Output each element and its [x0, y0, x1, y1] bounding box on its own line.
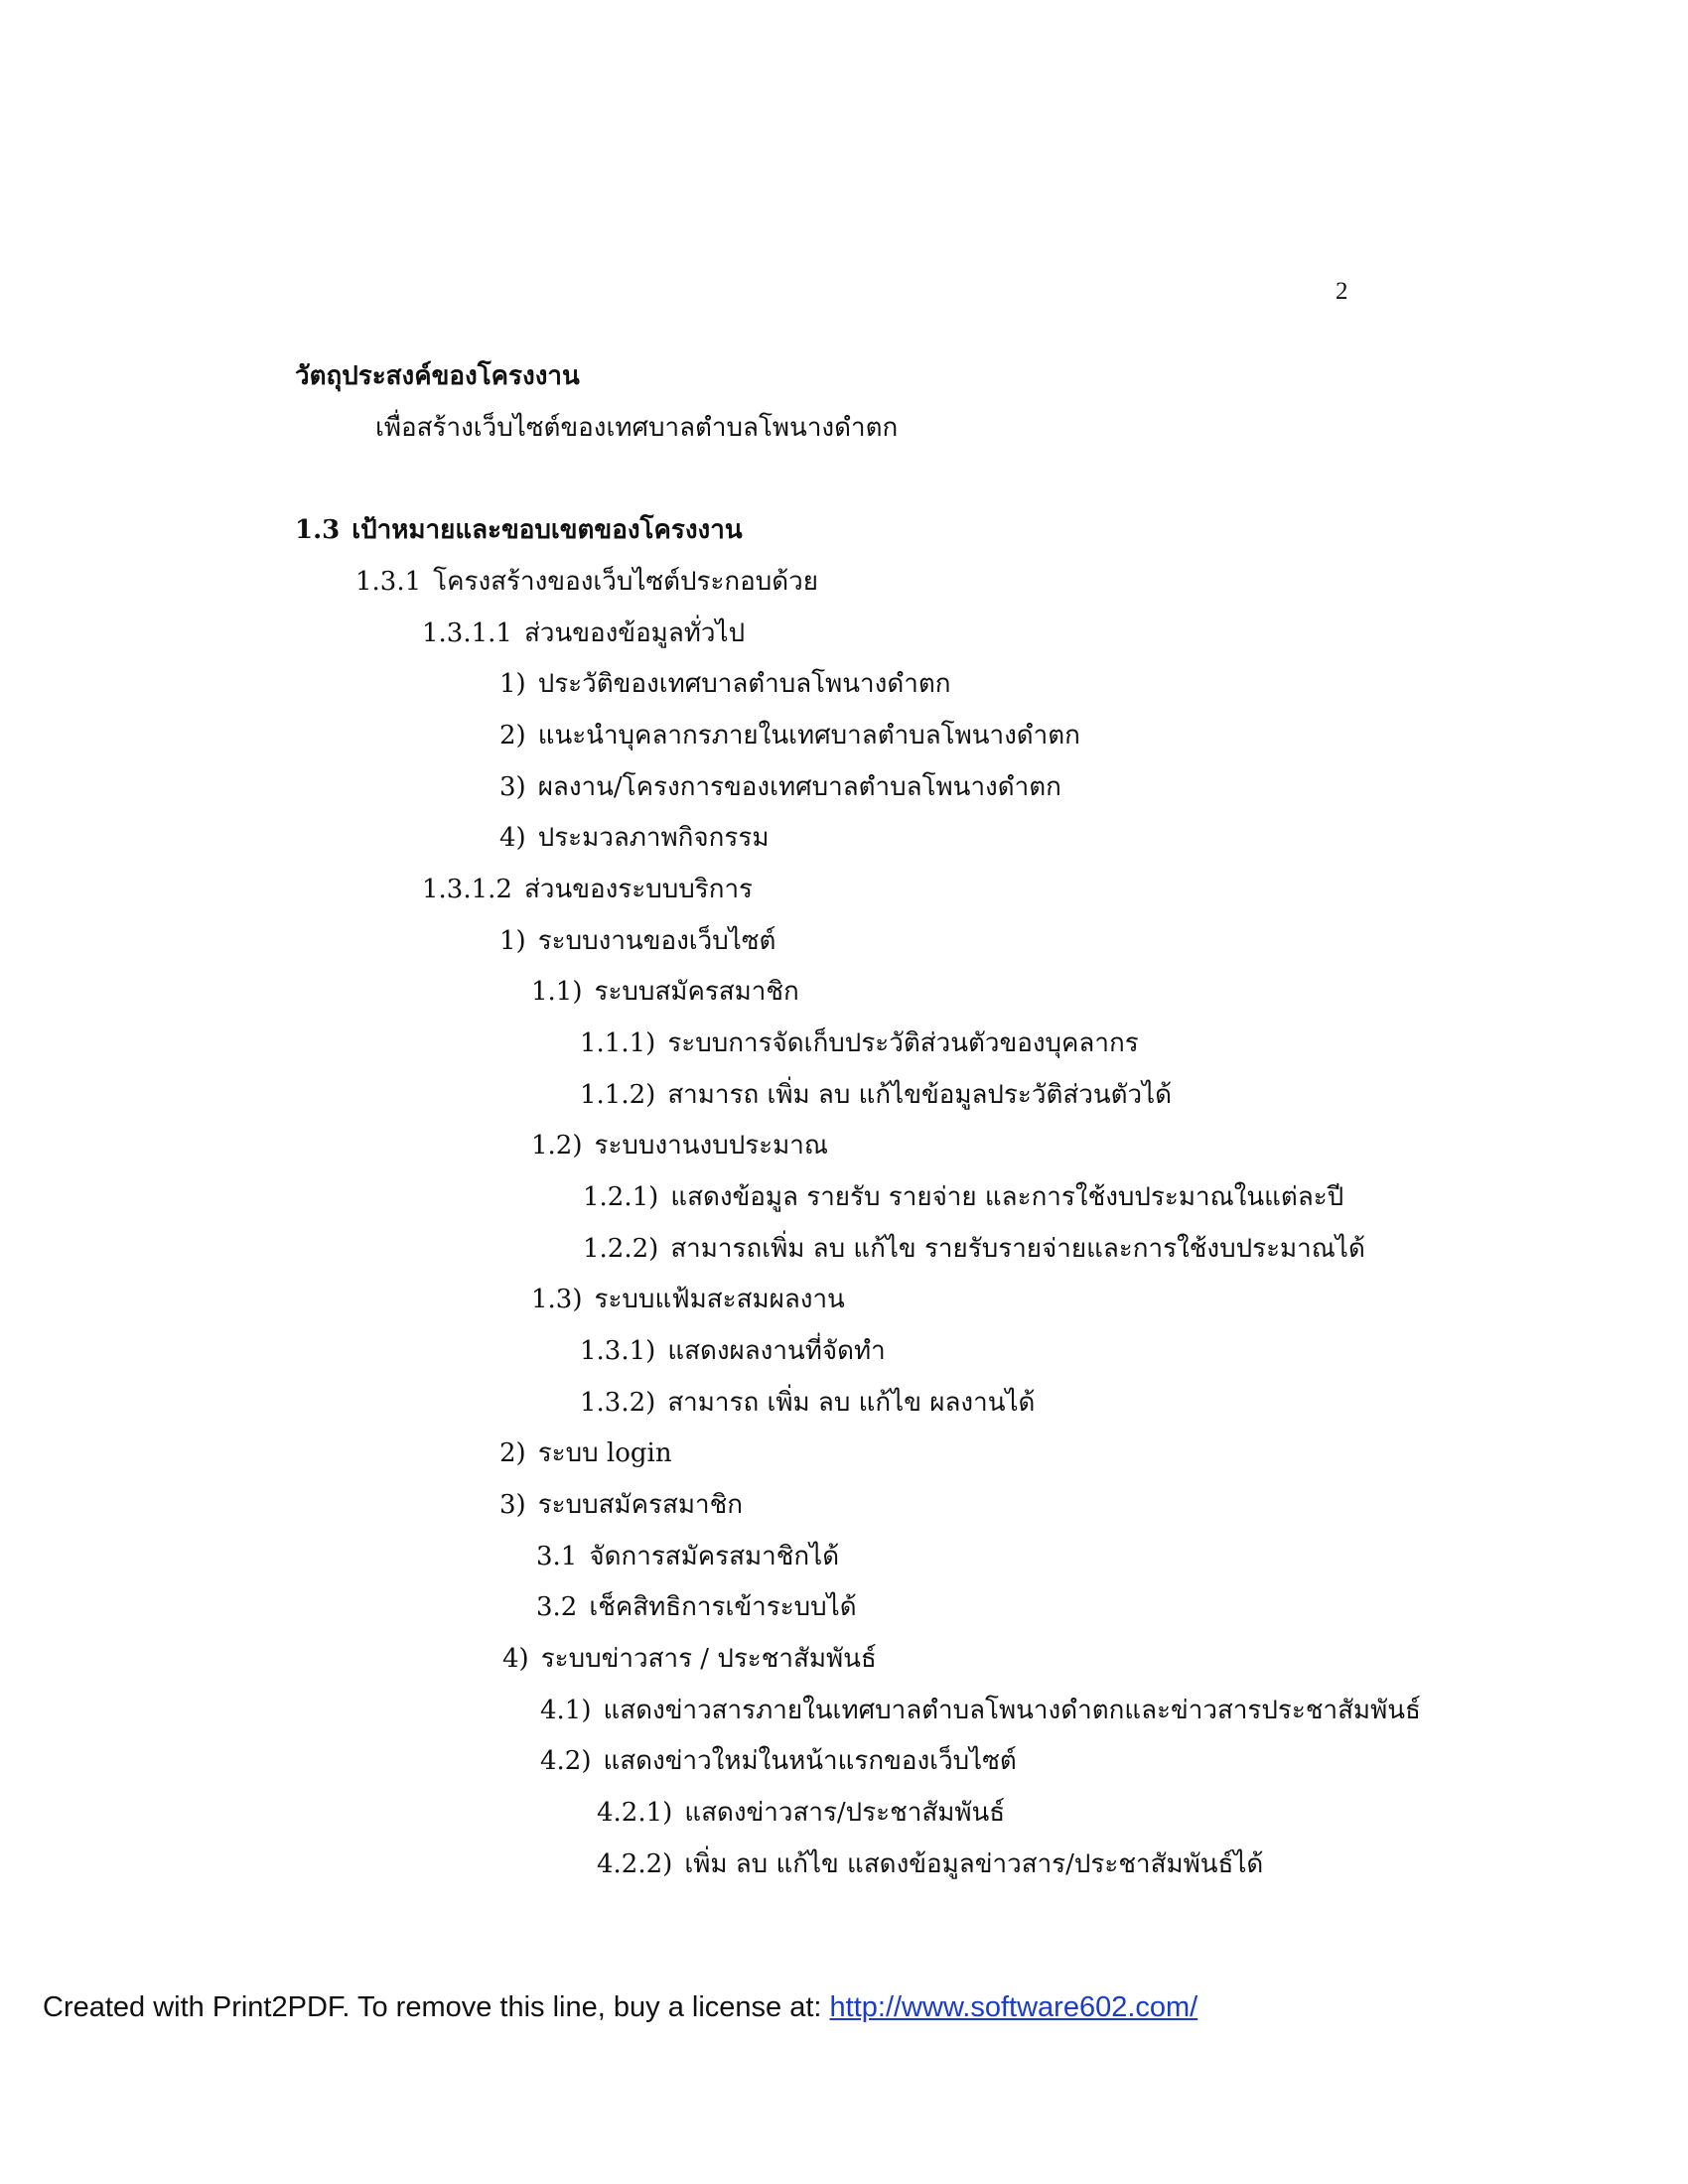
- item-text: แสดงข้อมูล รายรับ รายจ่าย และการใช้งบประมาณในแต่ละปี: [670, 1182, 1344, 1212]
- item-text: ระบบสมัครสมาชิก: [537, 1490, 743, 1520]
- item-text: สามารถเพิ่ม ลบ แก้ไข รายรับรายจ่ายและการใช้งบประมาณได้: [670, 1234, 1365, 1264]
- item-text: ประมวลภาพกิจกรรม: [537, 823, 770, 853]
- item-text: โครงสร้างของเว็บไซต์ประกอบด้วย: [433, 567, 818, 597]
- list-item: [499, 817, 769, 858]
- list-item: [583, 1228, 1365, 1269]
- list-item: [499, 1484, 743, 1525]
- list-item: [531, 1279, 845, 1319]
- item-text: ระบบแฟ้มสะสมผลงาน: [594, 1285, 845, 1314]
- item-text: ระบบ login: [537, 1438, 672, 1468]
- list-item: [536, 1586, 857, 1627]
- item-text: แสดงข่าวสาร/ประชาสัมพันธ์: [684, 1798, 1006, 1828]
- item-number: 1.2.1): [583, 1182, 659, 1212]
- item-number: 3.1: [536, 1542, 578, 1571]
- item-text: ระบบงานงบประมาณ: [594, 1131, 828, 1160]
- item-number: 3): [499, 1490, 526, 1520]
- item-number: 1.3): [531, 1285, 583, 1314]
- list-item: [536, 1536, 839, 1576]
- item-number: 4.1): [540, 1696, 592, 1725]
- item-number: 3): [499, 772, 526, 802]
- item-number: 4.2.1): [597, 1798, 673, 1828]
- item-text: เช็คสิทธิการเข้าระบบได้: [589, 1592, 857, 1622]
- list-item: [597, 1843, 1263, 1884]
- item-number: 4.2): [540, 1746, 592, 1776]
- item-text: สามารถ เพิ่ม ลบ แก้ไข ผลงานได้: [667, 1388, 1036, 1418]
- list-item: [597, 1792, 1005, 1833]
- item-number: 4.2.2): [597, 1849, 673, 1879]
- item-number: 1.1): [531, 977, 583, 1007]
- item-text: ระบบงานของเว็บไซต์: [537, 926, 776, 956]
- list-item: [580, 1074, 1172, 1115]
- scope-heading: [295, 509, 743, 550]
- scope-number: 1.3: [295, 515, 341, 545]
- list-item: [499, 1433, 672, 1473]
- item-text: ระบบสมัครสมาชิก: [594, 977, 799, 1007]
- list-item: [355, 561, 818, 602]
- list-item: [531, 971, 799, 1012]
- scope-title: เป้าหมายและขอบเขตของโครงงาน: [352, 515, 743, 545]
- item-text: แสดงข่าวสารภายในเทศบาลตำบลโพนางดำตกและข่าวสารประชาสัมพันธ์: [603, 1696, 1421, 1725]
- item-text: ระบบการจัดเก็บประวัติส่วนตัวของบุคลากร: [667, 1028, 1139, 1058]
- item-number: 1.3.2): [580, 1388, 656, 1418]
- item-text: ผลงาน/โครงการของเทศบาลตำบลโพนางดำตก: [537, 772, 1061, 802]
- item-number: 2): [499, 721, 526, 751]
- list-item: [502, 1638, 877, 1679]
- item-text: ระบบข่าวสาร / ประชาสัมพันธ์: [540, 1644, 877, 1674]
- list-item: [540, 1690, 1421, 1730]
- item-number: 1): [499, 926, 526, 956]
- item-text: ส่วนของระบบบริการ: [523, 875, 754, 904]
- item-number: 1): [499, 669, 526, 699]
- list-item: [580, 1023, 1139, 1063]
- license-link[interactable]: http://www.software602.com/: [829, 1991, 1198, 2023]
- item-number: 4): [502, 1644, 529, 1674]
- item-number: 1.3.1: [355, 567, 422, 597]
- list-item: [580, 1382, 1035, 1423]
- item-number: 1.3.1.1: [422, 618, 512, 648]
- item-text: แนะนำบุคลากรภายในเทศบาลตำบลโพนางดำตก: [537, 721, 1080, 751]
- objective-text: เพื่อสร้างเว็บไซต์ของเทศบาลตำบลโพนางดำตก: [375, 413, 899, 443]
- item-text: สามารถ เพิ่ม ลบ แก้ไขข้อมูลประวัติส่วนตัวได้: [667, 1080, 1173, 1110]
- item-text: จัดการสมัครสมาชิกได้: [589, 1542, 840, 1571]
- list-item: [499, 715, 1080, 755]
- item-number: 1.3.1): [580, 1336, 656, 1366]
- item-text: เพิ่ม ลบ แก้ไข แสดงข้อมูลข่าวสาร/ประชาสัมพันธ์ได้: [684, 1849, 1264, 1879]
- list-item: [531, 1125, 828, 1165]
- item-text: ประวัติของเทศบาลตำบลโพนางดำตก: [537, 669, 951, 699]
- item-number: 1.1.2): [580, 1080, 656, 1110]
- item-number: 2): [499, 1438, 526, 1468]
- list-item: [499, 920, 775, 961]
- list-item: [422, 869, 753, 909]
- item-number: 1.2.2): [583, 1234, 659, 1264]
- footer-text: Created with Print2PDF. To remove this line, buy a license at:: [43, 1991, 830, 2023]
- watermark-footer: [43, 1991, 1197, 2024]
- item-text: ส่วนของข้อมูลทั่วไป: [523, 618, 746, 648]
- item-text: แสดงข่าวใหม่ในหน้าแรกของเว็บไซต์: [603, 1746, 1017, 1776]
- list-item: [499, 663, 950, 704]
- list-item: [583, 1176, 1343, 1217]
- page-number: 2: [1336, 278, 1348, 305]
- list-item: [499, 766, 1061, 807]
- item-number: 1.2): [531, 1131, 583, 1160]
- item-number: 1.3.1.2: [422, 875, 512, 904]
- item-number: 3.2: [536, 1592, 578, 1622]
- item-number: 1.1.1): [580, 1028, 656, 1058]
- item-text: แสดงผลงานที่จัดทำ: [667, 1336, 886, 1366]
- list-item: [540, 1740, 1017, 1781]
- list-item: [422, 613, 745, 653]
- list-item: [580, 1330, 886, 1371]
- objective-heading: วัตถุประสงค์ของโครงงาน: [295, 361, 580, 391]
- item-number: 4): [499, 823, 526, 853]
